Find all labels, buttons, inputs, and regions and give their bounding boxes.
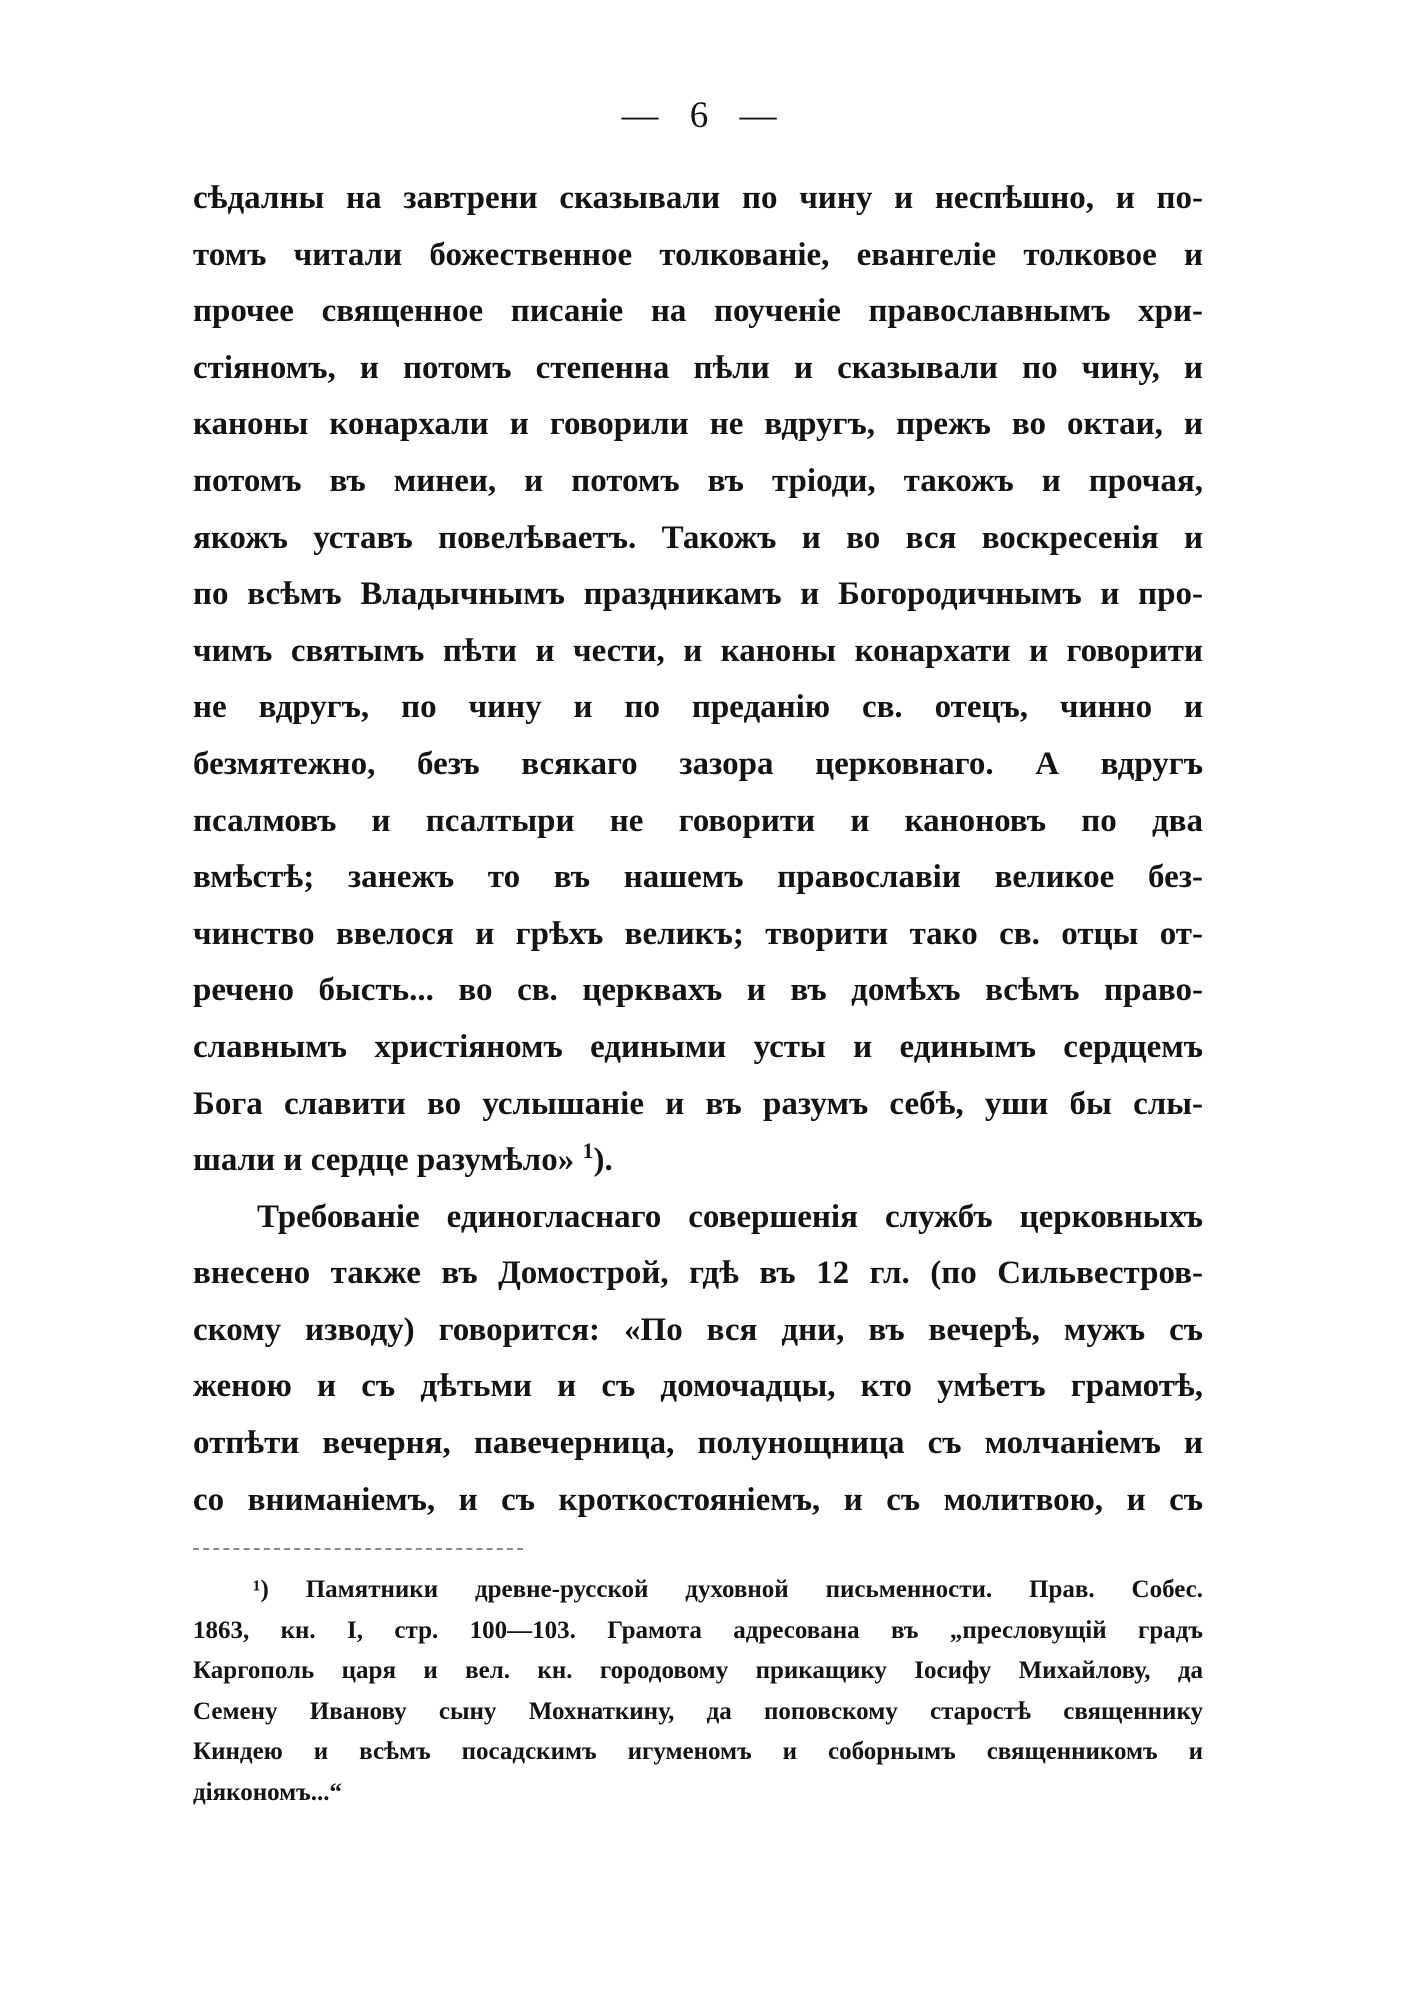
paragraph-start-line: Требованіе единогласнаго совершенія службъ церковныхъ [257,1198,1203,1235]
footnote-line: Киндею и всѣмъ посадскимъ игуменомъ и соборнымъ священникомъ и [193,1738,1203,1765]
text-line: томъ читали божественное толкованіе, евангеліе толковое и [193,236,1203,273]
footnote-line: Семену Иванову сыну Мохнаткину, да поповскому старостѣ священнику [193,1697,1203,1725]
text-line: псалмовъ и псалтыри не говорити и каноновъ по два [193,802,1203,839]
footnotes [193,1570,1203,1813]
text-line: отпѣти вечерня, павечерница, полунощница съ молчаніемъ и [193,1425,1203,1462]
text-line: женою и съ дѣтьми и съ домочадцы, кто умѣетъ грамотѣ, [193,1368,1203,1405]
text-line: чимъ святымъ пѣти и чести, и каноны конархати и говорити [193,632,1203,669]
text-line: со вниманіемъ, и съ кроткостояніемъ, и съ молитвою, и съ [193,1481,1203,1518]
paragraph-end-line [193,1132,1203,1189]
text-line: славнымъ христіяномъ едиными усты и единымъ сердцемъ [193,1028,1203,1065]
text-line: потомъ въ минеи, и потомъ въ тріоди, такожъ и прочая, [193,462,1203,499]
body-text [193,170,1203,1528]
text-line: шали и сердце разумѣло» [193,1142,575,1179]
page-number: — 6 — [621,95,783,136]
footnote-line: 1863, кн. I, стр. 100—103. Грамота адресована въ „пресловущій градъ [193,1616,1203,1644]
text-line: скому изводу) говорится: «По вся дни, въ вечерѣ, мужъ съ [193,1311,1203,1348]
text-line: по всѣмъ Владычнымъ праздникамъ и Богородичнымъ и про- [193,576,1203,613]
footnote-line: Каргополь царя и вел. кн. городовому прикащику Іосифу Михайлову, да [193,1657,1203,1684]
footnote-marker[interactable]: 1 [582,1138,594,1164]
text-line: внесено также въ Домострой, гдѣ въ 12 гл. (по Сильвестров- [193,1255,1203,1292]
text-line: речено бысть... во св. церквахъ и въ домѣхъ всѣмъ право- [193,972,1203,1009]
text-line: не вдругъ, по чину и по преданію св. отецъ, чинно и [193,689,1203,726]
text-line: якожъ уставъ повелѣваетъ. Такожъ и во вся воскресенія и [193,519,1203,556]
footnote-separator [193,1548,523,1550]
text-line: стіяномъ, и потомъ степенна пѣли и сказывали по чину, и [193,349,1203,386]
footnote-marker-tail: ). [593,1142,613,1179]
footnote-line: діякономъ...“ [193,1778,342,1806]
text-line: прочее священное писаніе на поученіе православнымъ хри- [193,293,1203,330]
text-line: вмѣстѣ; занежъ то въ нашемъ православіи великое без- [193,859,1203,896]
text-line: безмятежно, безъ всякаго зазора церковнаго. А вдругъ [193,745,1203,782]
text-line: чинство ввелося и грѣхъ великъ; творити тако св. отцы от- [193,915,1203,952]
footnote-line: ¹) Памятники древне-русской духовной письменности. Прав. Собес. [253,1576,1203,1603]
text-line: каноны конархали и говорили не вдругъ, прежъ во октаи, и [193,406,1203,443]
text-line: сѣдалны на завтрени сказывали по чину и неспѣшно, и по- [193,180,1203,216]
text-line: Бога славити во услышаніе и въ разумъ себѣ, уши бы слы- [193,1085,1203,1122]
